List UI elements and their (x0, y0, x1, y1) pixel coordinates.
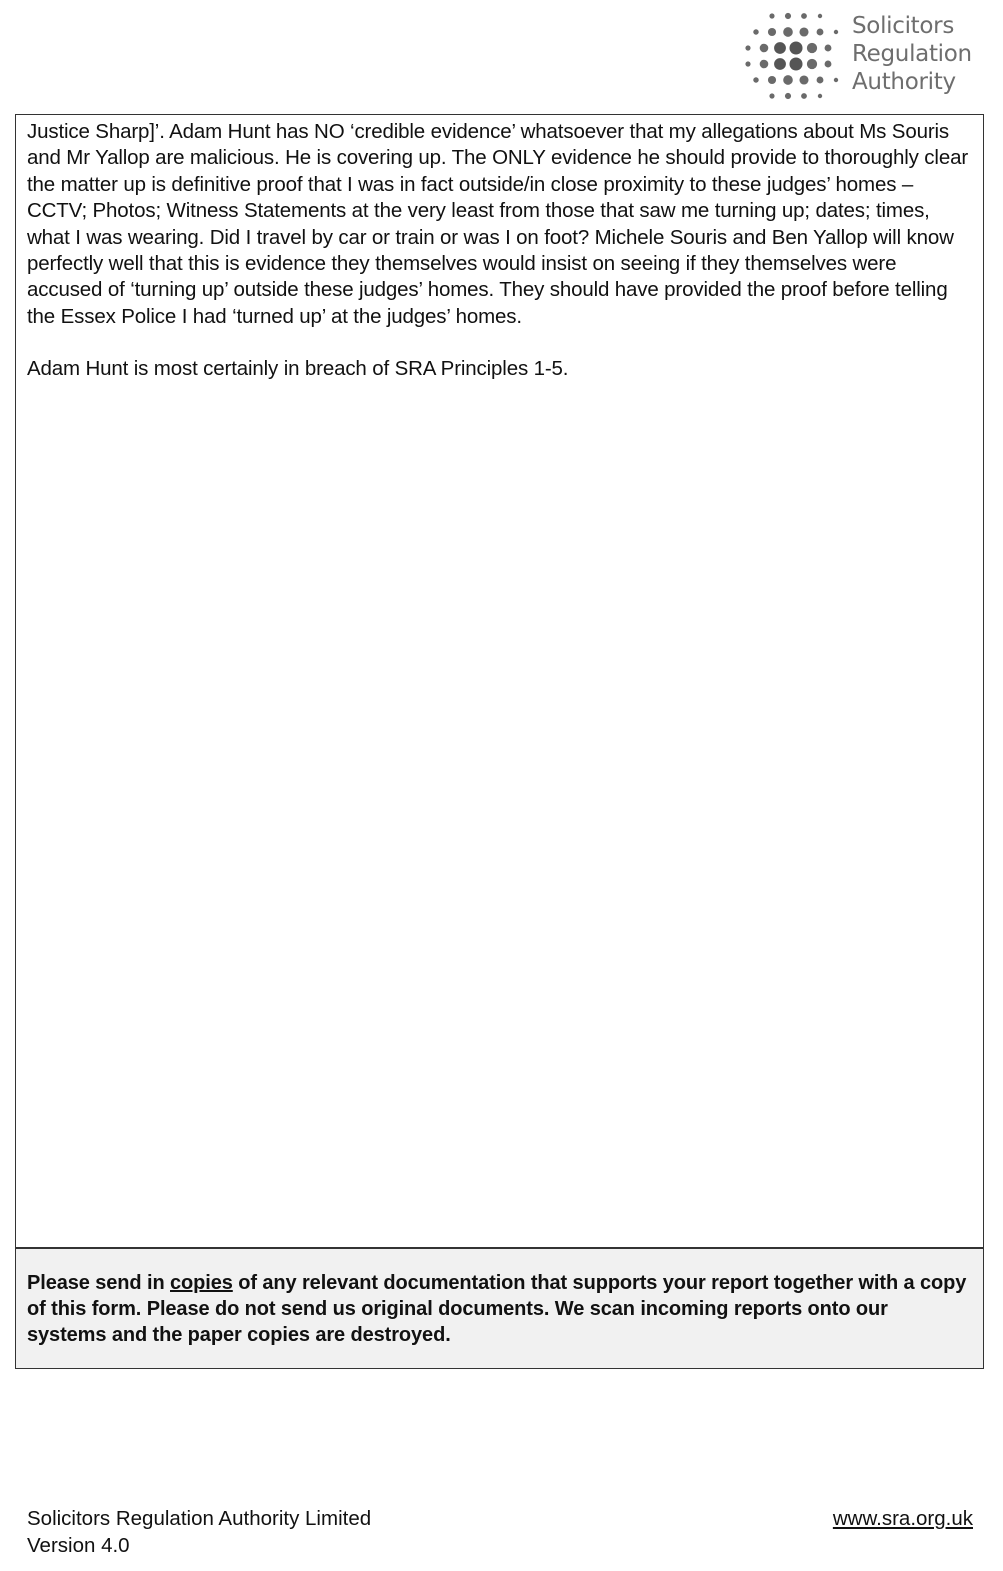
logo-dot (774, 42, 786, 54)
logo-dot (745, 61, 750, 66)
logo-dot (753, 77, 758, 82)
notice-text-start: Please send in (27, 1272, 171, 1294)
logo-line-3: Authority (852, 69, 956, 95)
logo-dot (834, 30, 838, 34)
logo-dot (799, 75, 808, 84)
logo-dot (745, 45, 750, 50)
logo-dot (769, 93, 774, 98)
footer-org-info (27, 1505, 371, 1559)
logo-dot (760, 60, 769, 69)
logo-line-2: Regulation (852, 41, 972, 67)
logo-line-1: Solicitors (852, 13, 955, 39)
logo-dot (834, 78, 838, 82)
logo-dot (825, 45, 832, 52)
logo-dot (817, 77, 824, 84)
notice-copies-emphasis: copies (170, 1272, 233, 1294)
logo-dot (783, 75, 793, 85)
logo-dot (801, 93, 807, 99)
logo-dot (789, 41, 802, 54)
sra-logo (742, 8, 982, 104)
logo-dot (783, 27, 793, 37)
logo-dot (807, 43, 817, 53)
footer-website-link[interactable]: www.sra.org.uk (832, 1507, 973, 1530)
dot-pattern-icon (742, 8, 842, 104)
logo-dot (801, 13, 807, 19)
logo-dot (785, 13, 791, 19)
notice-text (27, 1270, 972, 1348)
logo-dot (769, 13, 774, 18)
logo-dot (818, 94, 822, 98)
logo-dot (789, 57, 802, 70)
logo-dot (760, 44, 769, 53)
logo-dot (753, 29, 758, 34)
logo-dot (785, 93, 791, 99)
logo-dot (825, 61, 832, 68)
logo-dot (774, 58, 786, 70)
logo-dot (817, 29, 824, 36)
report-text-box (15, 114, 984, 1248)
footer-version: Version 4.0 (27, 1534, 130, 1557)
logo-dot (818, 14, 822, 18)
body-paragraph-2: Adam Hunt is most certainly in breach of SRA Principles 1-5. (27, 357, 569, 381)
logo-wordmark (852, 12, 972, 96)
logo-dot (768, 76, 776, 84)
notice-text-end: of any relevant documentation that supports your report together with a copy of this form. Please do not send us original documents. We scan incoming reports onto our systems and the paper copies are destroyed. (27, 1272, 967, 1346)
logo-dot (799, 27, 808, 36)
logo-dot (768, 28, 776, 36)
body-paragraph-1: Justice Sharp]’. Adam Hunt has NO ‘credible evidence’ whatsoever that my allegations about Ms Souris and Mr Yallop are malicious. He is covering up. The ONLY evidence he should provide to thoroughly clear the matter up is definitive proof that I was in fact outside/in close proximity to these judges’ homes – CCTV; Photos; Witness Statements at the very least from those that saw me turning up; dates; times, what I was wearing. Did I travel by car or train or was I on foot? Michele Souris and Ben Yallop will know perfectly well that this is evidence they themselves would insist on seeing if they themselves were accused of ‘turning up’ outside these judges’ homes. They should have provided the proof before telling the Essex Police I had ‘turned up’ at the judges’ homes. (27, 120, 968, 328)
documents-notice (15, 1248, 984, 1369)
footer-org-name: Solicitors Regulation Authority Limited (27, 1507, 372, 1530)
logo-dot (807, 59, 817, 69)
